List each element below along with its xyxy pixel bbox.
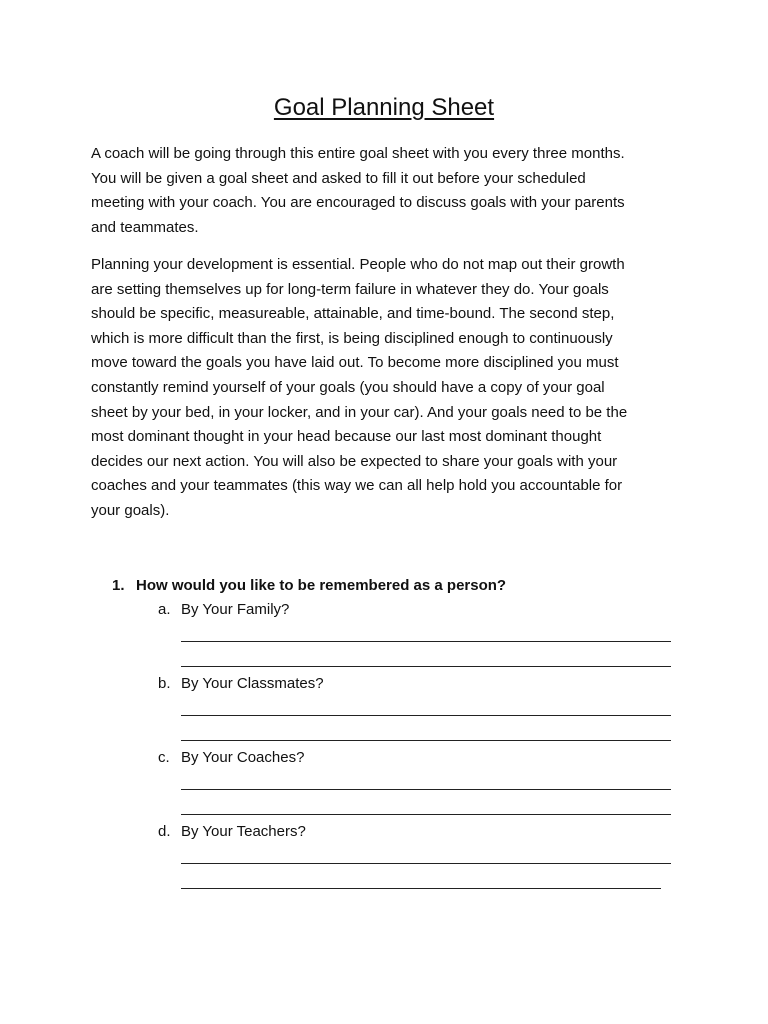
paragraph-line: are setting themselves up for long-term failure in whatever they do. Your goals (91, 280, 609, 298)
question-1 (112, 575, 506, 597)
answer-line-b2[interactable] (181, 740, 671, 741)
planning-paragraph (91, 253, 691, 524)
subquestion-label: By Your Teachers? (181, 823, 306, 840)
answer-line-b1[interactable] (181, 715, 671, 716)
paragraph-line: meeting with your coach. You are encouraged to discuss goals with your parents (91, 194, 625, 212)
paragraph-line: constantly remind yourself of your goals (you should have a copy of your goal (91, 378, 605, 396)
subquestion-letter: b. (158, 675, 171, 692)
subquestion-a (158, 599, 289, 621)
answer-line-c1[interactable] (181, 789, 671, 790)
paragraph-line: and teammates. (91, 218, 199, 236)
paragraph-line: move toward the goals you have laid out. To become more disciplined you must (91, 354, 619, 372)
subquestion-letter: a. (158, 601, 171, 618)
subquestion-letter: d. (158, 823, 171, 840)
paragraph-line: Planning your development is essential. People who do not map out their growth (91, 256, 625, 273)
question-text: How would you like to be remembered as a person? (136, 577, 507, 594)
subquestion-b (158, 673, 324, 695)
subquestion-label: By Your Family? (181, 601, 290, 618)
answer-line-c2[interactable] (181, 814, 671, 815)
paragraph-line: decides our next action. You will also be expected to share your goals with your (91, 452, 618, 470)
paragraph-line: which is more difficult than the first, is being disciplined enough to continuously (91, 329, 613, 347)
page-title: Goal Planning Sheet (273, 94, 495, 121)
paragraph-line: most dominant thought in your head because our last most dominant thought (91, 428, 602, 446)
answer-line-a1[interactable] (181, 641, 671, 642)
answer-line-a2[interactable] (181, 666, 671, 667)
answer-line-d1[interactable] (181, 863, 671, 864)
answer-line-d2[interactable] (181, 888, 661, 889)
subquestion-letter: c. (158, 749, 170, 766)
paragraph-line: your goals). (91, 501, 170, 519)
intro-paragraph (91, 142, 691, 240)
subquestion-d (158, 821, 306, 843)
subquestion-c (158, 747, 304, 769)
question-number: 1. (112, 577, 125, 594)
paragraph-line: A coach will be going through this entire goal sheet with you every three months. (91, 145, 625, 162)
paragraph-line: sheet by your bed, in your locker, and in your car). And your goals need to be the (91, 403, 628, 421)
paragraph-line: should be specific, measureable, attainable, and time-bound. The second step, (91, 305, 615, 323)
subquestion-label: By Your Classmates? (181, 675, 324, 692)
subquestion-label: By Your Coaches? (181, 749, 305, 766)
paragraph-line: coaches and your teammates (this way we can all help hold you accountable for (91, 477, 623, 495)
paragraph-line: You will be given a goal sheet and asked to fill it out before your scheduled (91, 169, 586, 187)
